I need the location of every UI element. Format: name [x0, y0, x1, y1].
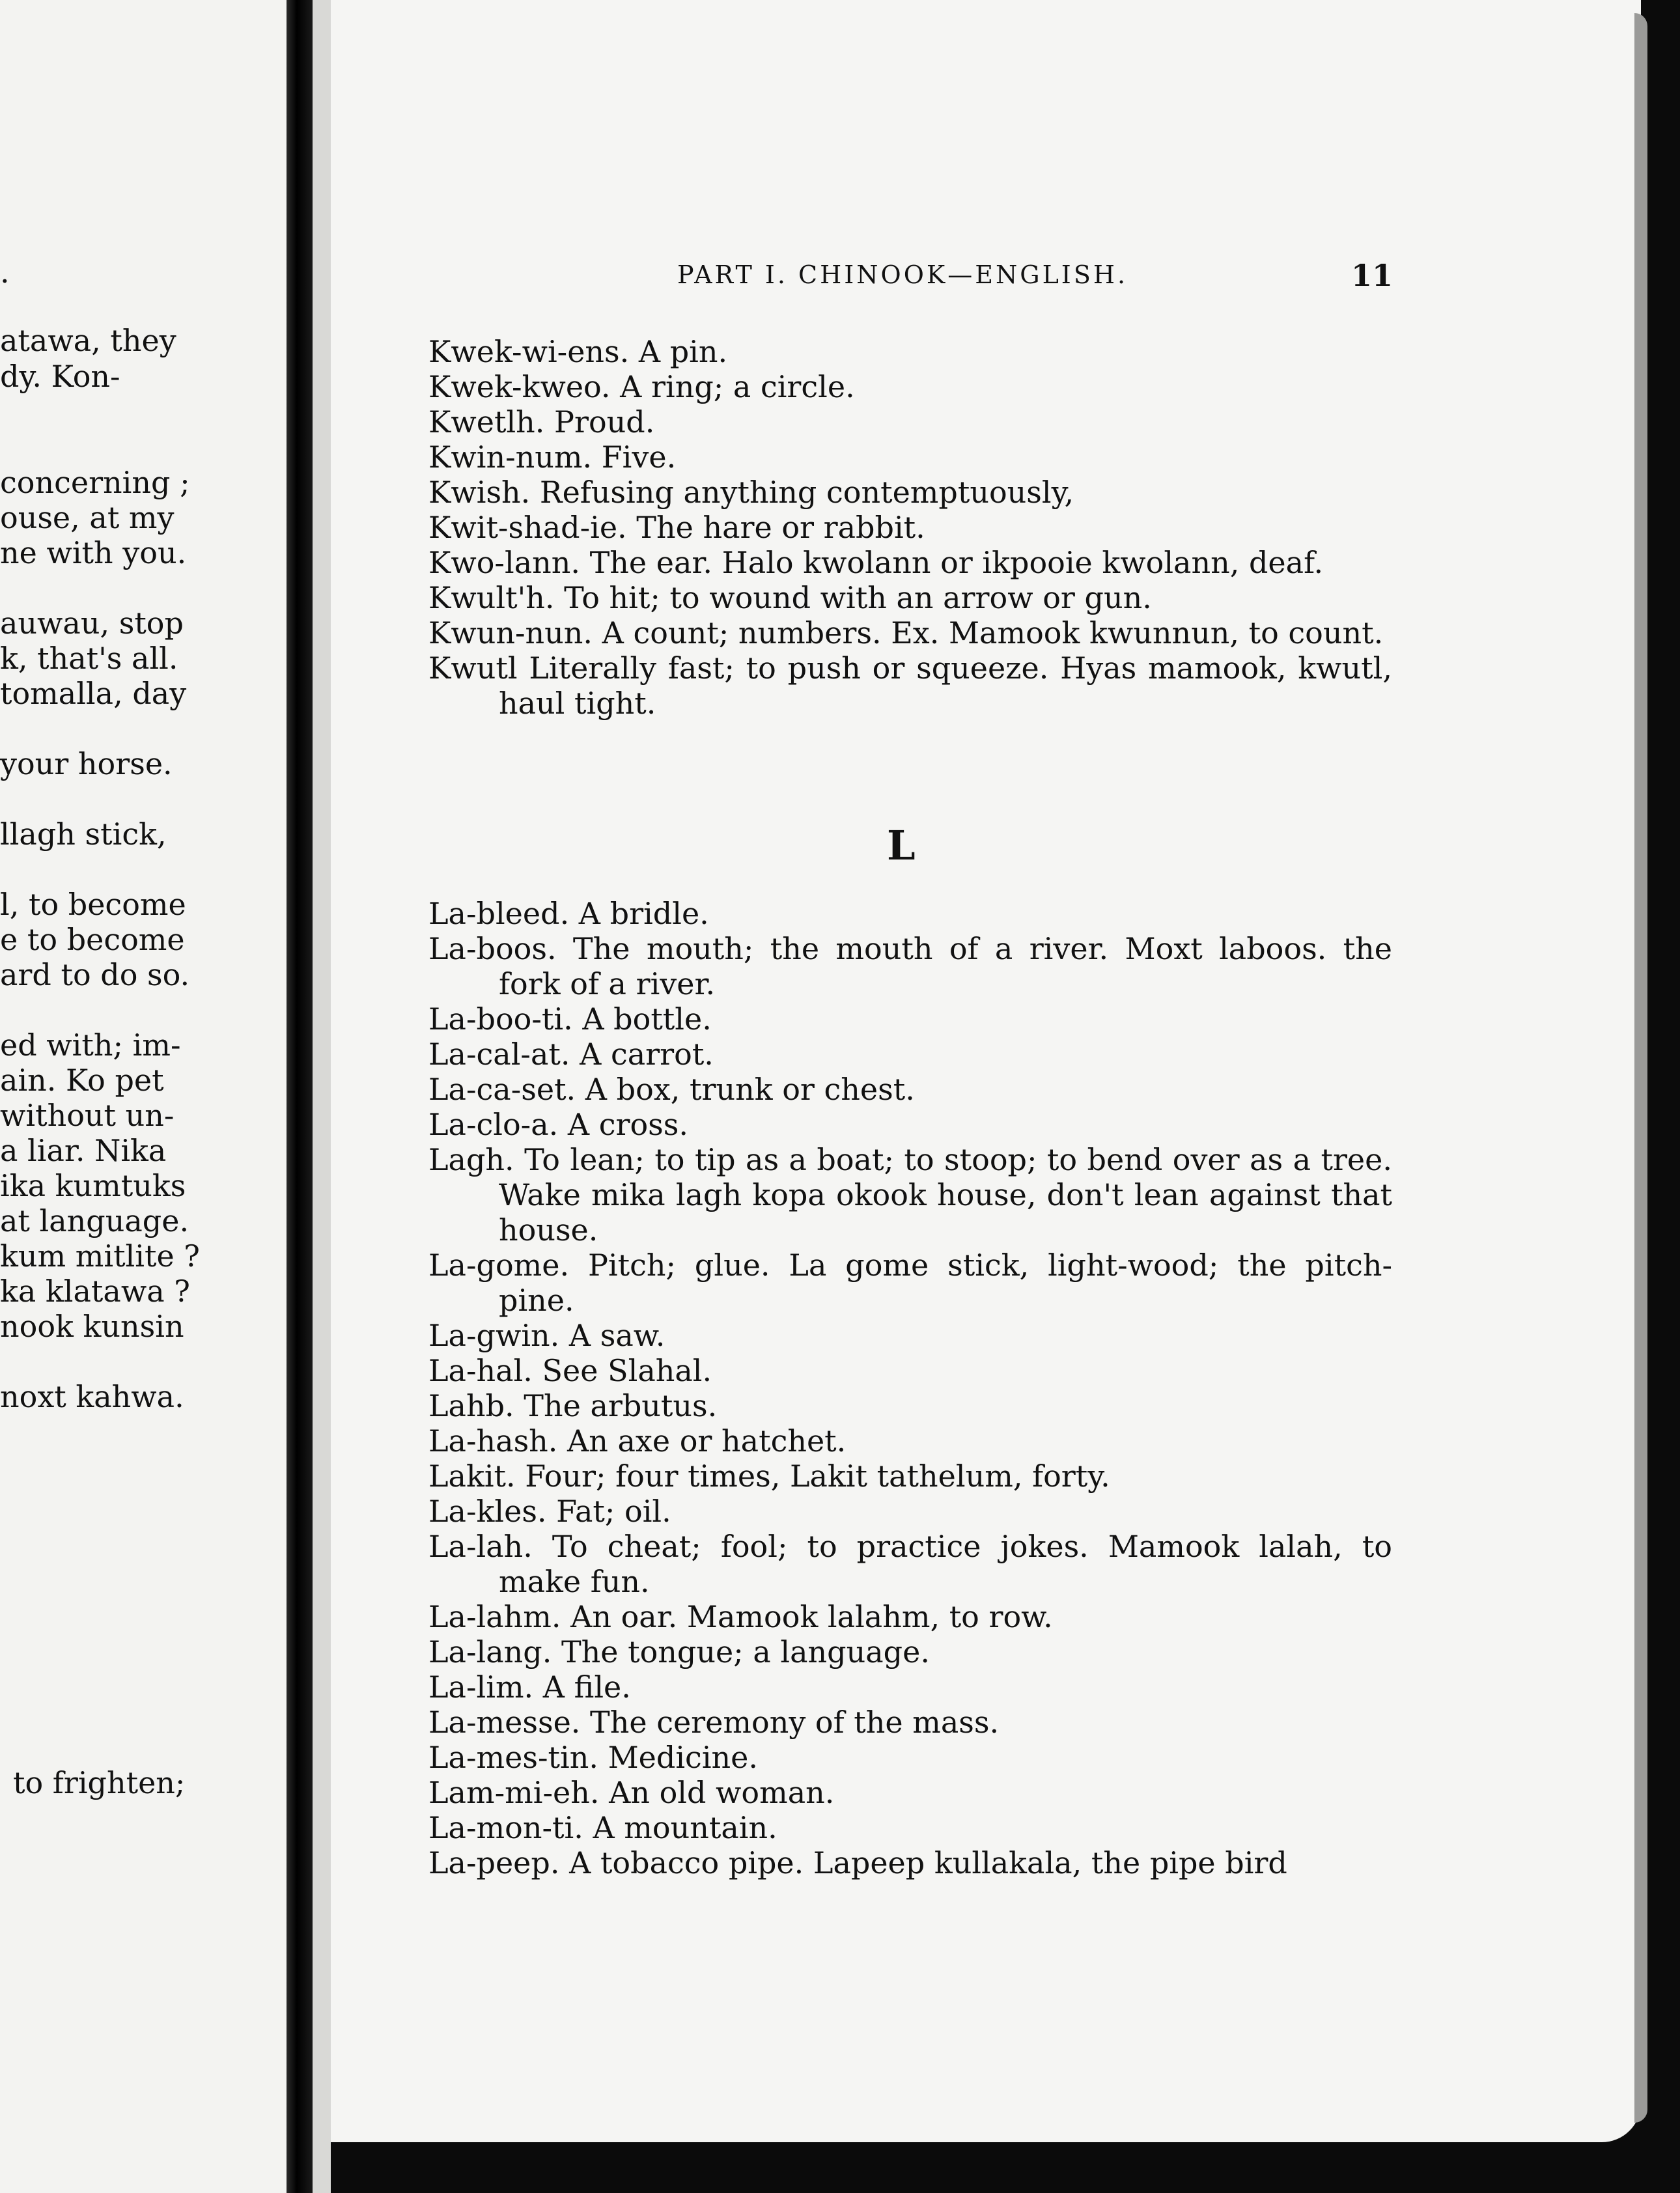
facing-fragment: auwau, stop	[0, 606, 184, 641]
facing-fragment: ed with; im-	[0, 1027, 181, 1063]
dictionary-entry: La-gwin. A saw.	[428, 1318, 665, 1353]
dictionary-entry: Lam-mi-eh. An old woman.	[428, 1775, 835, 1810]
dictionary-entry: Kwek-kweo. A ring; a circle.	[428, 369, 855, 404]
facing-fragment: ouse, at my	[0, 500, 175, 535]
dictionary-entry: La-lim. A file.	[428, 1669, 631, 1705]
facing-fragment: nook kunsin	[0, 1309, 184, 1344]
facing-fragment: at language.	[0, 1203, 189, 1238]
dictionary-entry: La-peep. A tobacco pipe. Lapeep kullakala, the pipe bird	[428, 1845, 1287, 1880]
facing-page	[0, 0, 287, 2193]
dictionary-entry: La-lahm. An oar. Mamook lalahm, to row.	[428, 1599, 1053, 1634]
facing-fragment: ard to do so.	[0, 957, 190, 992]
facing-fragment: .	[0, 255, 10, 290]
dictionary-entry: Kwek-wi-ens. A pin.	[428, 334, 728, 369]
dictionary-entry: La-cal-at. A carrot.	[428, 1037, 714, 1072]
facing-fragment: ne with you.	[0, 535, 187, 570]
dictionary-entry: La-mon-ti. A mountain.	[428, 1810, 777, 1845]
dictionary-entry: La-boo-ti. A bottle.	[428, 1001, 712, 1037]
facing-fragment: e to become	[0, 922, 185, 957]
dictionary-entry: Kwish. Refusing anything contemptuously,	[428, 475, 1074, 510]
dictionary-entry: La-clo-a. A cross.	[428, 1107, 689, 1142]
dictionary-entry: Lahb. The arbutus.	[428, 1388, 718, 1423]
facing-fragment: noxt kahwa.	[0, 1379, 184, 1414]
dictionary-entry: Lakit. Four; four times, Lakit tathelum, forty.	[428, 1459, 1110, 1494]
dictionary-entry: Kwetlh. Proud.	[428, 404, 655, 440]
facing-fragment: your horse.	[0, 746, 173, 781]
facing-fragment: concerning ;	[0, 465, 190, 500]
section-heading: L	[887, 822, 916, 869]
dictionary-entry: La-ca-set. A box, trunk or chest.	[428, 1072, 915, 1107]
dictionary-entry: La-lah. To cheat; fool; to practice jokes. Mamook lalah, to make fun.	[428, 1529, 1392, 1599]
dictionary-entry: La-boos. The mouth; the mouth of a river. Moxt laboos. the fork of a river.	[428, 931, 1392, 1001]
page-inner-margin	[313, 0, 331, 2193]
dictionary-entry: La-hal. See Slahal.	[428, 1353, 712, 1388]
dictionary-entry: Kwun-nun. A count; numbers. Ex. Mamook kwunnun, to count.	[428, 615, 1384, 650]
running-title: PART I. CHINOOK—ENGLISH.	[677, 260, 1128, 289]
facing-fragment: tomalla, day	[0, 676, 187, 711]
facing-fragment: without un-	[0, 1098, 175, 1133]
entries-l	[428, 896, 1392, 1880]
page-number: 11	[1351, 258, 1393, 293]
facing-fragment: to frighten;	[13, 1765, 186, 1800]
facing-fragment: kum mitlite ?	[0, 1238, 200, 1274]
dictionary-entry: La-gome. Pitch; glue. La gome stick, light-wood; the pitch-pine.	[428, 1248, 1392, 1318]
dictionary-entry: Kwo-lann. The ear. Halo kwolann or ikpooie kwolann, deaf.	[428, 545, 1324, 580]
dictionary-entry: Kwin-num. Five.	[428, 440, 677, 475]
dictionary-entry: La-messe. The ceremony of the mass.	[428, 1705, 1000, 1740]
dictionary-entry: La-bleed. A bridle.	[428, 896, 709, 931]
dictionary-entry: Kwult'h. To hit; to wound with an arrow or gun.	[428, 580, 1152, 615]
book-gutter	[287, 0, 313, 2193]
facing-fragment: ika kumtuks	[0, 1168, 186, 1203]
dictionary-entry: Kwutl Literally fast; to push or squeeze. Hyas mamook, kwutl, haul tight.	[428, 650, 1392, 721]
dictionary-entry: Kwit-shad-ie. The hare or rabbit.	[428, 510, 925, 545]
facing-fragment: ka klatawa ?	[0, 1274, 190, 1309]
dictionary-entry: La-mes-tin. Medicine.	[428, 1740, 758, 1775]
facing-fragment: l, to become	[0, 887, 186, 922]
facing-fragment: llagh stick,	[0, 817, 167, 852]
facing-fragment: dy. Kon-	[0, 359, 120, 394]
facing-fragment: k, that's all.	[0, 641, 178, 676]
dictionary-entry: La-kles. Fat; oil.	[428, 1494, 671, 1529]
facing-fragment: ain. Ko pet	[0, 1063, 164, 1098]
facing-fragment: a liar. Nika	[0, 1133, 167, 1168]
dictionary-entry: Lagh. To lean; to tip as a boat; to stoop; to bend over as a tree. Wake mika lagh kopa okook house, don't lean against that house.	[428, 1142, 1392, 1248]
facing-fragment: atawa, they	[0, 323, 176, 358]
page-edge	[1634, 13, 1647, 2123]
entries-k	[428, 334, 1392, 721]
dictionary-entry: La-lang. The tongue; a language.	[428, 1634, 930, 1669]
dictionary-entry: La-hash. An axe or hatchet.	[428, 1423, 847, 1459]
